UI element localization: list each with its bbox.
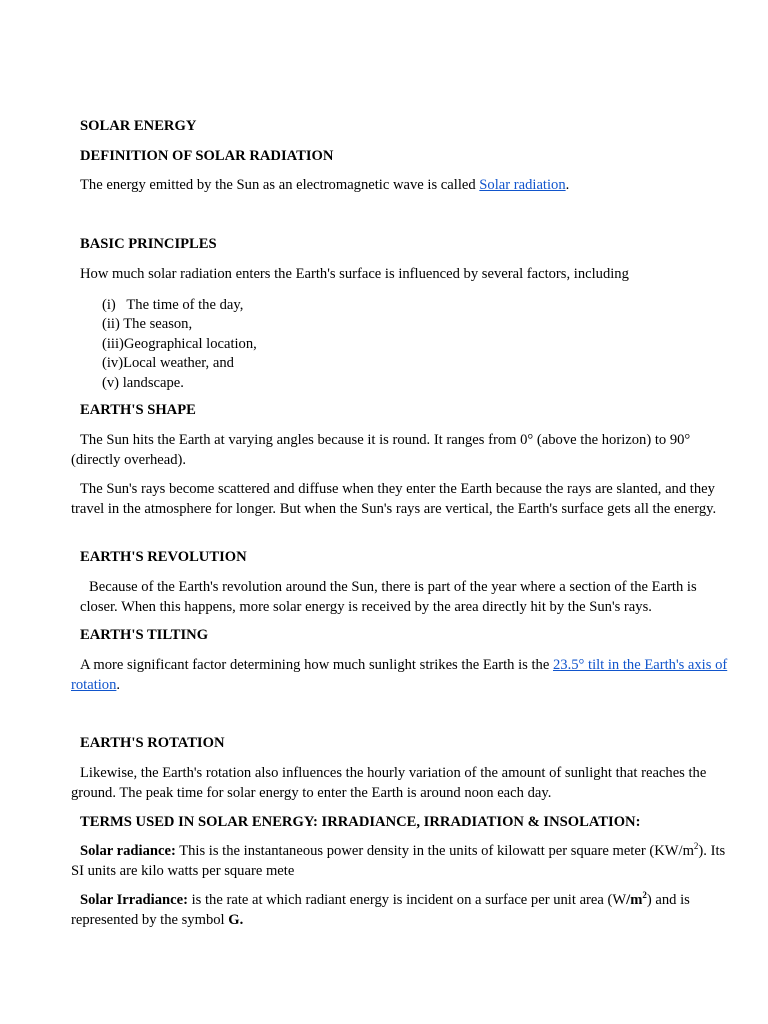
shape-paragraph-1: The Sun hits the Earth at varying angles because it is round. It ranges from 0° (above the horizon) to 90° (directly overhead).	[71, 432, 691, 468]
factors-list	[102, 296, 257, 393]
symbol-g: G.	[228, 911, 244, 928]
definition-paragraph: The energy emitted by the Sun as an electromagnetic wave is called Solar radiation.	[80, 177, 570, 193]
axis-tilt-link[interactable]: 23.5° tilt in the Earth's axis of rotation	[71, 657, 728, 693]
rotation-paragraph: Likewise, the Earth's rotation also influences the hourly variation of the amount of sunlight that reaches the ground. The peak time for solar energy to enter the Earth is around noon each day.	[71, 765, 707, 801]
tilting-paragraph: A more significant factor determining how much sunlight strikes the Earth is the 23.5° tilt in the Earth's axis of rotation.	[71, 657, 728, 693]
list-item: (iii)Geographical location,	[102, 335, 257, 352]
heading-earths-rotation: EARTH'S ROTATION	[80, 735, 225, 751]
heading-definition: DEFINITION OF SOLAR RADIATION	[80, 148, 334, 164]
list-item: (iv)Local weather, and	[102, 355, 234, 372]
solar-radiance-paragraph: Solar radiance: This is the instantaneous power density in the units of kilowatt per square meter $(KW/m^2)$. Its SI units are kilo watts per square mete	[71, 841, 726, 879]
heading-earths-revolution: EARTH'S REVOLUTION	[80, 549, 247, 565]
heading-earths-shape: EARTH'S SHAPE	[80, 402, 196, 418]
solar-radiation-link[interactable]: Solar radiation	[479, 177, 566, 193]
solar-irradiance-paragraph: Solar Irradiance: is the rate at which radiant energy is incident on a surface per unit area $(W/m^2)$ and is represented by the symbol G.	[71, 890, 690, 928]
document-title: SOLAR ENERGY	[80, 118, 197, 134]
list-item: (i) The time of the day,	[102, 297, 244, 313]
solar-radiance-label: Solar radiance:	[80, 843, 176, 859]
heading-earths-tilting: EARTH'S TILTING	[80, 627, 209, 643]
list-item: (v) landscape.	[102, 374, 184, 391]
heading-terms: TERMS USED IN SOLAR ENERGY: IRRADIANCE, IRRADIATION & INSOLATION:	[80, 814, 641, 830]
shape-paragraph-2: The Sun's rays become scattered and diffuse when they enter the Earth because the rays are slanted, and they travel in the atmosphere for longer. But when the Sun's rays are vertical, the Earth's surface gets all the energy.	[71, 481, 717, 517]
solar-irradiance-label: Solar Irradiance:	[80, 892, 188, 908]
heading-basic-principles: BASIC PRINCIPLES	[80, 236, 217, 252]
principles-intro: How much solar radiation enters the Earth's surface is influenced by several factors, including	[80, 266, 629, 282]
list-item: (ii) The season,	[102, 316, 193, 333]
revolution-paragraph: Because of the Earth's revolution around the Sun, there is part of the year where a section of the Earth is closer. When this happens, more solar energy is received by the area directly hit by the Sun's rays.	[80, 579, 697, 615]
